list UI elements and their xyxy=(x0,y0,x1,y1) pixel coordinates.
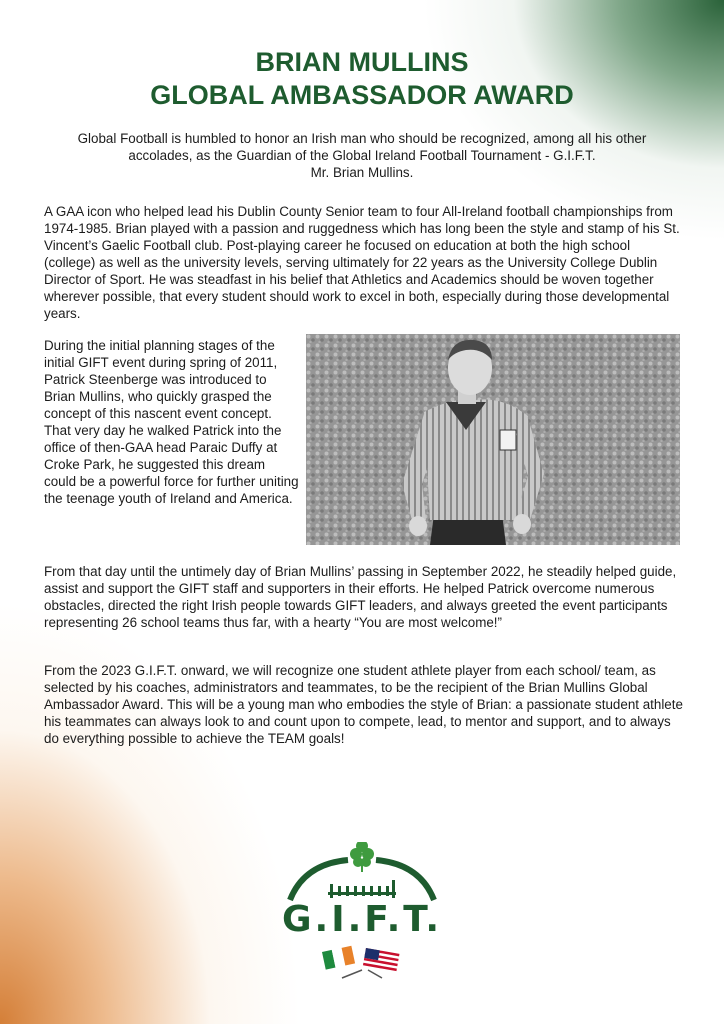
paragraph-planning: During the initial planning stages of the initial GIFT event during spring of 2011, Patrick Steenberge was introduced to Brian Mullins, who quickly grasped the concept of this nascent event concept. That very day he walked Patrick into the office of then-GAA head Paraic Duffy at Croke Park, he suggested this dream could be a powerful force for further uniting the teenage youth of Ireland and America. xyxy=(44,338,299,506)
intro-line-2: accolades, as the Guardian of the Global Ireland Football Tournament - G.I.F.T. xyxy=(128,148,596,163)
player-photo-illustration xyxy=(306,334,680,545)
logo-text: G.I.F.T. xyxy=(282,899,443,940)
paragraph-legacy: From that day until the untimely day of Brian Mullins’ passing in September 2022, he steadily helped guide, assist and support the GIFT staff and supporters in their efforts. He helped Patrick overcome numerous obstacles, directed the right Irish people towards GIFT leaders, and always greeted the event participants representing 26 school teams thus far, with a hearty “You are most welcome!” xyxy=(44,564,677,630)
page-title xyxy=(0,46,724,112)
title-line-1: BRIAN MULLINS xyxy=(255,47,469,77)
paragraph-career: A GAA icon who helped lead his Dublin County Senior team to four All-Ireland football championships from 1974-1985. Brian played with a passion and ruggedness which has long been the style and stamp of his St. Vincent’s Gaelic Football club. Post-playing career he focused on education at both the high school (college) as well as the university levels, serving ultimately for 22 years as the University College Dublin Director of Sport. He was steadfast in his belief that Athletics and Academics should be woven together wherever possible, that every student should work to excel in both, especially during those developmental years. xyxy=(44,204,680,321)
intro-line-3: Mr. Brian Mullins. xyxy=(310,165,414,180)
paragraph-award: From the 2023 G.I.F.T. onward, we will recognize one student athlete player from each school/ team, as selected by his coaches, administrators and teammates, to be the recipient of the Brian Mullins Global Ambassador Award. This will be a young man who embodies the style of Brian: a passionate student athlete his teammates can always look to and count upon to compete, lead, to mentor and support, and to always do everything possible to achieve the TEAM goals! xyxy=(44,663,683,746)
title-line-2: GLOBAL AMBASSADOR AWARD xyxy=(150,80,574,110)
gift-logo xyxy=(282,842,442,982)
intro-line-1: Global Football is humbled to honor an Irish man who should be recognized, among all his other xyxy=(77,131,647,146)
player-photo xyxy=(306,334,680,545)
intro-text xyxy=(38,130,686,181)
